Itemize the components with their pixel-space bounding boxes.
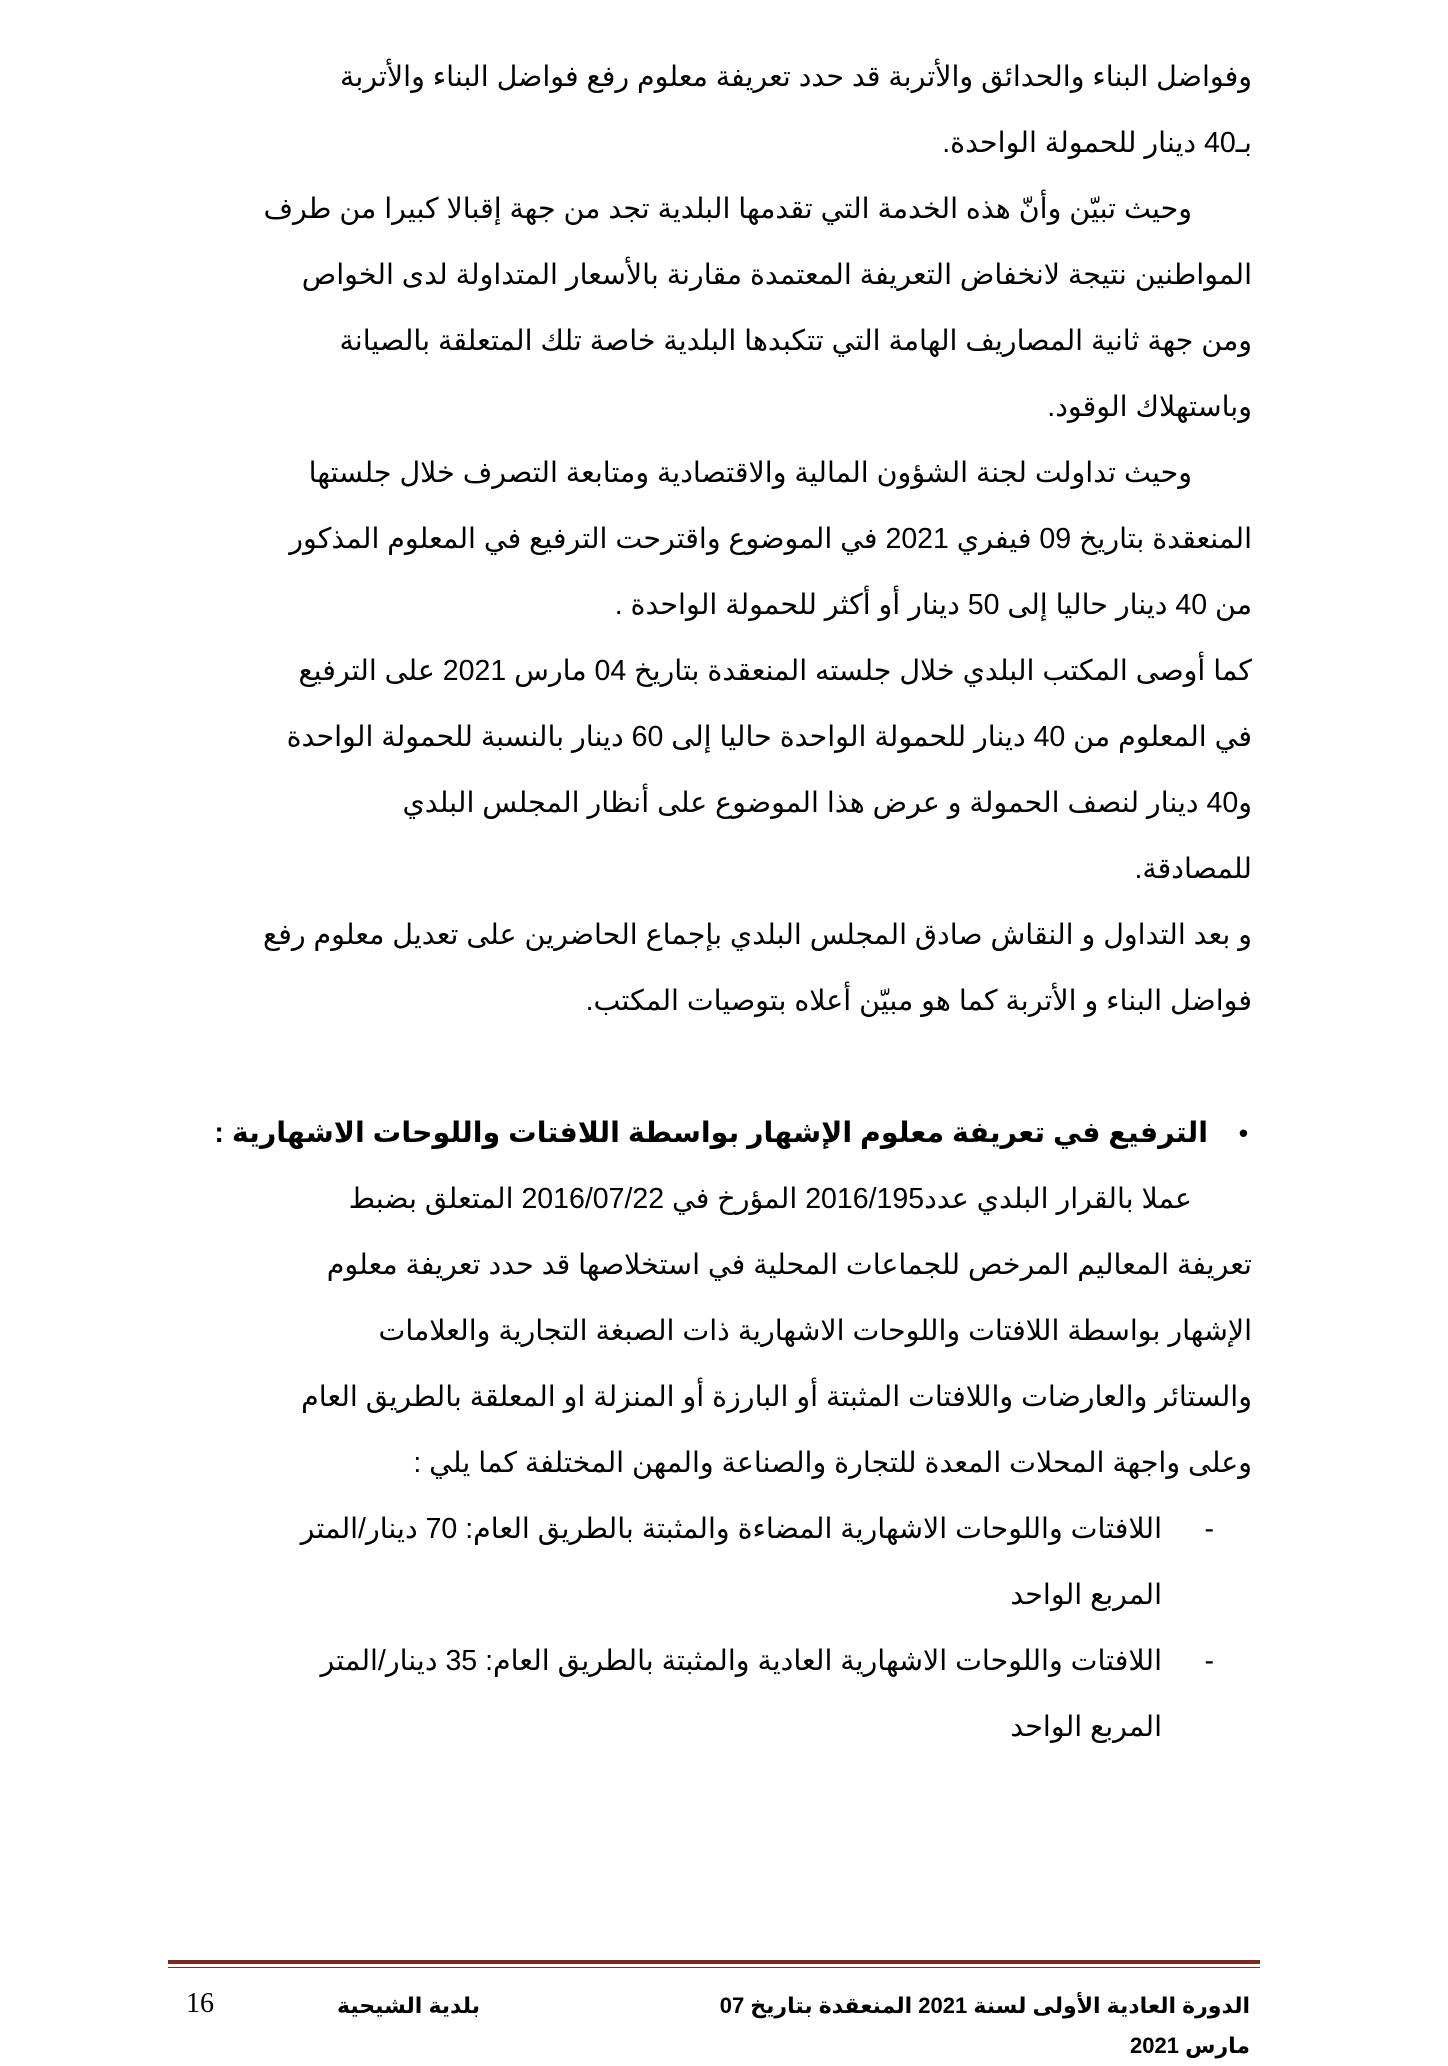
text-line: عملا بالقرار البلدي عدد2016/195 المؤرخ في 2016/07/22 المتعلق بضبط [348, 1183, 1192, 1215]
text-line: ومن جهة ثانية المصاريف الهامة التي تتكبدها البلدية خاصة تلك المتعلقة بالصيانة [339, 325, 1252, 357]
text-line: للمصادقة. [1134, 853, 1252, 885]
dash-marker: - [1204, 1513, 1214, 1545]
text-line: المربع الواحد [1010, 1711, 1162, 1743]
paragraph-demand [172, 176, 1252, 440]
section-spacer [172, 1034, 1252, 1100]
text-line: وحيث تداولت لجنة الشؤون المالية والاقتصادية ومتابعة التصرف خلال جلستها [308, 457, 1192, 489]
footer-divider-thin [168, 1967, 1260, 1968]
footer-divider [168, 1960, 1260, 1964]
paragraph-committee [172, 440, 1252, 638]
text-line: وباستهلاك الوقود. [1047, 391, 1252, 423]
paragraph-office-recommendation [172, 638, 1252, 902]
text-line: في المعلوم من 40 دينار للحمولة الواحدة حاليا إلى 60 دينار بالنسبة للحمولة الواحدة [286, 721, 1252, 753]
text-line: بـ40 دينار للحمولة الواحدة. [942, 127, 1252, 159]
paragraph-advertising-decision [172, 1166, 1252, 1496]
text-line: اللافتات واللوحات الاشهارية العادية والمثبتة بالطريق العام: 35 دينار/المتر [320, 1645, 1162, 1677]
text-line: المنعقدة بتاريخ 09 فيفري 2021 في الموضوع واقترحت الترفيع في المعلوم المذكور [289, 523, 1252, 555]
heading-text: الترفيع في تعريفة معلوم الإشهار بواسطة اللافتات واللوحات الاشهارية : [214, 1117, 1208, 1149]
text-line: و40 دينار لنصف الحمولة و عرض هذا الموضوع على أنظار المجلس البلدي [402, 787, 1252, 819]
text-line: المواطنين نتيجة لانخفاض التعريفة المعتمدة مقارنة بالأسعار المتداولة لدى الخواص [301, 259, 1252, 291]
text-line: وحيث تبيّن وأنّ هذه الخدمة التي تقدمها البلدية تجد من جهة إقبالا كبيرا من طرف [263, 193, 1192, 225]
text-line: المربع الواحد [1010, 1579, 1162, 1611]
text-line: من 40 دينار حاليا إلى 50 دينار أو أكثر للحمولة الواحدة . [614, 589, 1252, 621]
paragraph-council-approval [172, 902, 1252, 1034]
text-line: وعلى واجهة المحلات المعدة للتجارة والصناعة والمهن المختلفة كما يلي : [413, 1447, 1252, 1479]
footer-session-title: الدورة العادية الأولى لسنة 2021 المنعقدة بتاريخ 07 مارس 2021 [719, 1993, 1250, 2058]
text-line: وفواضل البناء والحدائق والأتربة قد حدد تعريفة معلوم رفع فواضل البناء والأتربة [340, 61, 1252, 93]
text-line: الإشهار بواسطة اللافتات واللوحات الاشهارية ذات الصبغة التجارية والعلامات [378, 1315, 1252, 1347]
paragraph-tariff-intro [172, 44, 1252, 176]
text-line: فواضل البناء و الأتربة كما هو مبيّن أعلاه بتوصيات المكتب. [585, 985, 1252, 1017]
page-body [172, 44, 1252, 1760]
section-heading [172, 1100, 1252, 1166]
text-line: اللافتات واللوحات الاشهارية المضاءة والمثبتة بالطريق العام: 70 دينار/المتر [300, 1513, 1162, 1545]
list-item [172, 1628, 1252, 1760]
dash-marker: - [1204, 1645, 1214, 1677]
list-item [172, 1496, 1252, 1628]
text-line: و بعد التداول و النقاش صادق المجلس البلدي بإجماع الحاضرين على تعديل معلوم رفع [263, 919, 1252, 951]
bullet-icon: • [1238, 1118, 1248, 1148]
text-line: والستائر والعارضات واللافتات المثبتة أو البارزة أو المنزلة او المعلقة بالطريق العام [301, 1381, 1252, 1413]
footer-municipality: بلدية الشيحية [336, 1993, 480, 2018]
text-line: كما أوصى المكتب البلدي خلال جلسته المنعقدة بتاريخ 04 مارس 2021 على الترفيع [298, 655, 1252, 687]
page-number: 16 [186, 1988, 214, 2019]
text-line: تعريفة المعاليم المرخص للجماعات المحلية في استخلاصها قد حدد تعريفة معلوم [326, 1249, 1252, 1281]
